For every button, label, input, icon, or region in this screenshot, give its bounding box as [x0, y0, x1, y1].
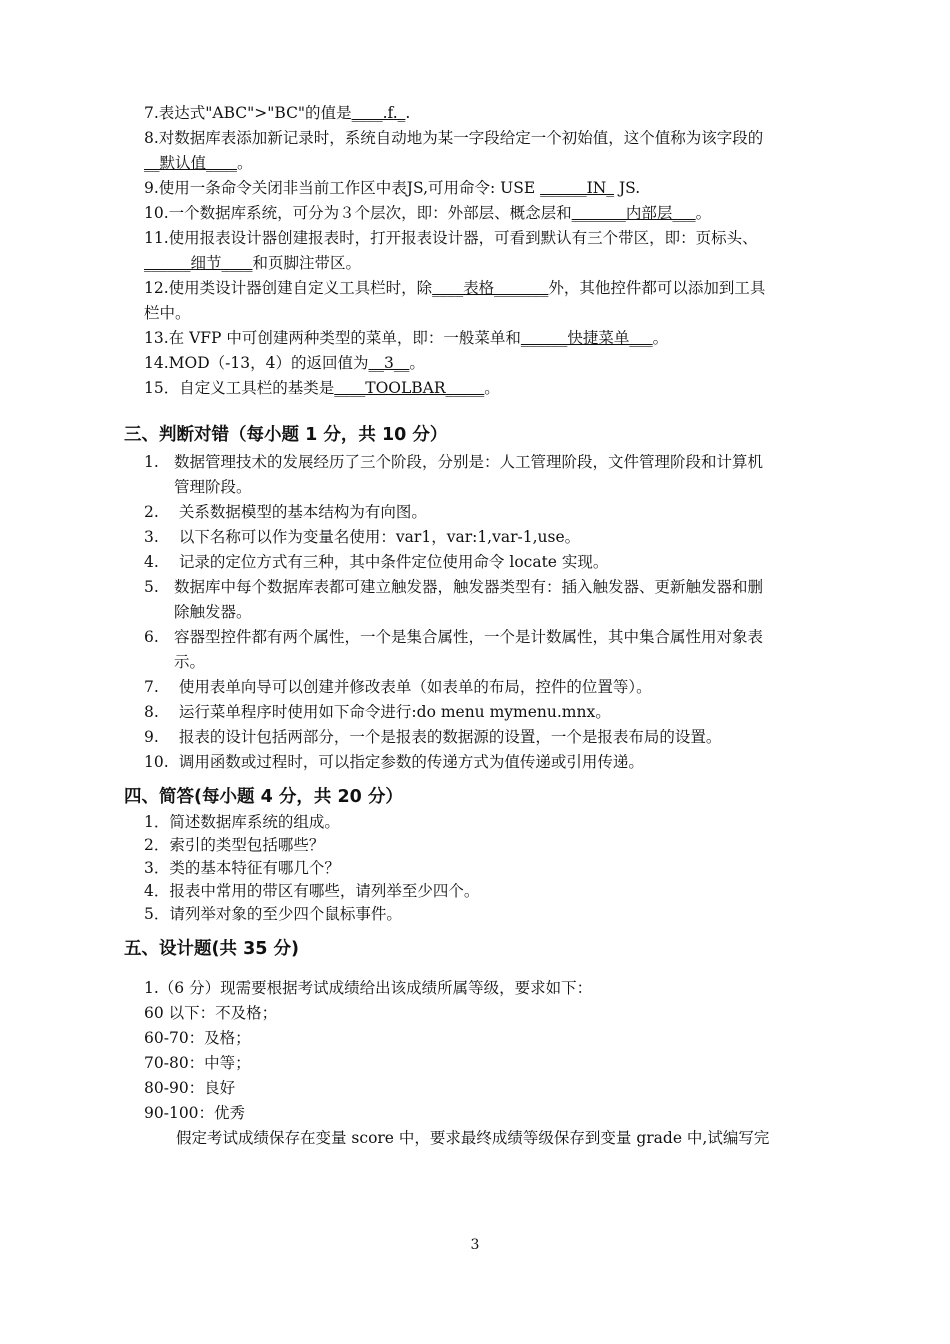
grade-line-3: 70-80：中等； — [144, 1054, 251, 1072]
q15-line: 15．自定义工具栏的基类是____TOOLBAR_____。 — [144, 379, 500, 397]
short-answer-3: 3．类的基本特征有哪几个？ — [144, 859, 340, 877]
q8-answer: __默认值____ — [144, 154, 238, 172]
tf-item-1: 1. 数据管理技术的发展经历了三个阶段，分别是：人工管理阶段，文件管理阶段和计算机 — [144, 453, 764, 471]
q15-answer: ____TOOLBAR_____ — [334, 379, 485, 397]
grade-line-2: 60-70：及格； — [144, 1029, 251, 1047]
short-answer-4: 4．报表中常用的带区有哪些，请列举至少四个。 — [144, 882, 480, 900]
q12-answer: ____表格_______ — [432, 279, 549, 297]
section-4-heading: 四、简答(每小题 4 分，共 20 分） — [124, 787, 403, 807]
q9-answer: ______IN_ — [540, 179, 615, 197]
tf-item-1-cont: 管理阶段。 — [174, 478, 252, 496]
tf-item-6-cont: 示。 — [174, 653, 206, 671]
page-number: 3 — [470, 1237, 480, 1253]
q12-line-2: 栏中。 — [144, 304, 191, 322]
section-3-heading: 三、判断对错（每小题 1 分，共 10 分） — [124, 425, 448, 445]
short-answer-1: 1．简述数据库系统的组成。 — [144, 813, 340, 831]
tf-item-4: 4. 记录的定位方式有三种，其中条件定位使用命令 locate 实现。 — [144, 553, 609, 571]
q9-line: 9.使用一条命令关闭非当前工作区中表JS,可用命令: USE ______IN_ JS. — [144, 179, 641, 197]
q11-line: 11.使用报表设计器创建报表时，打开报表设计器，可看到默认有三个带区，即：页标头、 — [144, 229, 758, 247]
q8-line: 8.对数据库表添加新记录时，系统自动地为某一字段给定一个初始值，这个值称为该字段的 — [144, 129, 764, 147]
tf-item-7: 7. 使用表单向导可以创建并修改表单（如表单的布局，控件的位置等）。 — [144, 678, 652, 696]
tf-item-3: 3. 以下名称可以作为变量名使用：var1，var:1,var-1,use。 — [144, 528, 581, 546]
grade-line-1: 60 以下：不及格； — [144, 1004, 278, 1022]
q14-answer: __3__ — [368, 354, 410, 372]
q8-line-2: __默认值____。 — [144, 154, 253, 172]
design-q1-note: 假定考试成绩保存在变量 score 中，要求最终成绩等级保存到变量 grade 中,试编写完 — [176, 1129, 770, 1147]
short-answer-2: 2．索引的类型包括哪些？ — [144, 836, 325, 854]
q7-line: 7.表达式"ABC">"BC"的值是____.f._. — [144, 104, 411, 122]
tf-item-9: 9. 报表的设计包括两部分，一个是报表的数据源的设置，一个是报表布局的设置。 — [144, 728, 722, 746]
q11-answer: ______细节____ — [144, 254, 253, 272]
q14-line: 14.MOD（-13，4）的返回值为__3__。 — [144, 354, 425, 372]
tf-item-2: 2. 关系数据模型的基本结构为有向图。 — [144, 503, 427, 521]
grade-line-4: 80-90：良好 — [144, 1079, 236, 1097]
tf-item-8: 8. 运行菜单程序时使用如下命令进行:do menu mymenu.mnx。 — [144, 703, 611, 721]
tf-item-5: 5. 数据库中每个数据库表都可建立触发器，触发器类型有：插入触发器、更新触发器和删 — [144, 578, 764, 596]
tf-item-5-cont: 除触发器。 — [174, 603, 252, 621]
q11-line-2: ______细节____和页脚注带区。 — [144, 254, 362, 272]
q12-line: 12.使用类设计器创建自定义工具栏时，除____表格_______外，其他控件都可以添加到工具 — [144, 279, 766, 297]
q10-answer: _______内部层___ — [571, 204, 696, 222]
short-answer-5: 5．请列举对象的至少四个鼠标事件。 — [144, 905, 402, 923]
tf-item-10: 10. 调用函数或过程时，可以指定参数的传递方式为值传递或引用传递。 — [144, 753, 644, 771]
section-5-heading: 五、设计题(共 35 分) — [124, 939, 300, 959]
q13-line: 13.在 VFP 中可创建两种类型的菜单，即：一般菜单和______快捷菜单___。 — [144, 329, 669, 347]
q10-line: 10.一个数据库系统，可分为３个层次，即：外部层、概念层和_______内部层___。 — [144, 204, 712, 222]
q7-answer: ____.f._ — [351, 104, 406, 122]
q13-answer: ______快捷菜单___ — [520, 329, 653, 347]
design-q1: 1.（6 分）现需要根据考试成绩给出该成绩所属等级，要求如下： — [144, 979, 593, 997]
tf-item-6: 6. 容器型控件都有两个属性，一个是集合属性，一个是计数属性，其中集合属性用对象表 — [144, 628, 764, 646]
grade-line-5: 90-100：优秀 — [144, 1104, 246, 1122]
